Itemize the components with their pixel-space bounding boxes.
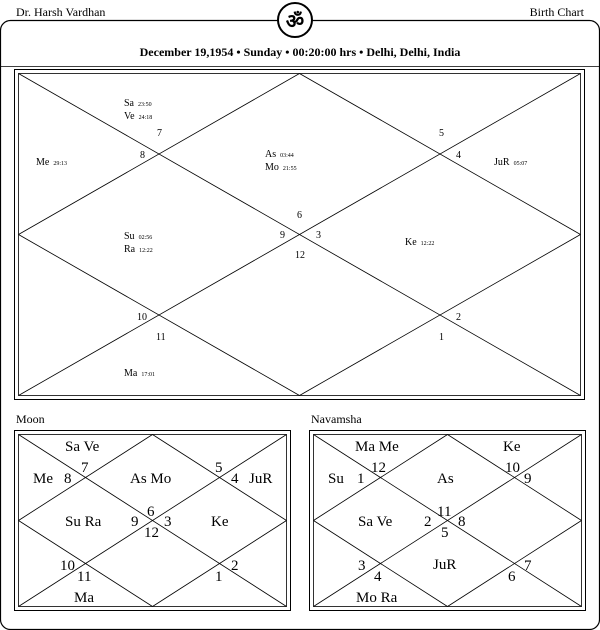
main-house-10: 10: [137, 312, 147, 323]
moon-house-6: 6: [147, 504, 155, 520]
moon-planets-su-ra: Su Ra: [65, 514, 102, 530]
main-house-11: 11: [156, 332, 166, 343]
navamsha-house-12: 12: [371, 460, 386, 476]
navamsha-house-8: 8: [458, 514, 466, 530]
main-house-1: 1: [439, 332, 444, 343]
main-house-3: 3: [316, 230, 321, 241]
moon-house-5: 5: [215, 460, 223, 476]
navamsha-planets-ma-me: Ma Me: [355, 439, 399, 455]
navamsha-planet-as: As: [437, 471, 454, 487]
main-planet-mo: Mo 21:55: [265, 162, 297, 173]
moon-planet-jur: JuR: [249, 471, 273, 487]
navamsha-house-7: 7: [524, 558, 532, 574]
navamsha-planets-sa-ve: Sa Ve: [358, 514, 393, 530]
main-house-12: 12: [295, 250, 305, 261]
main-house-7: 7: [157, 128, 162, 139]
moon-house-7: 7: [81, 460, 89, 476]
navamsha-planet-jur: JuR: [433, 557, 457, 573]
main-house-9: 9: [280, 230, 285, 241]
navamsha-planet-ke: Ke: [503, 439, 521, 455]
main-planet-jur: JuR 05:07: [494, 157, 528, 168]
moon-planets-sa-ve: Sa Ve: [65, 439, 100, 455]
moon-house-10: 10: [60, 558, 75, 574]
main-planet-me: Me 29:13: [36, 157, 68, 168]
outer-frame: [1, 21, 600, 630]
navamsha-house-5: 5: [441, 525, 449, 541]
moon-house-1: 1: [215, 569, 223, 585]
main-house-8: 8: [140, 150, 145, 161]
navamsha-house-2: 2: [424, 514, 432, 530]
main-chart-grid: [15, 70, 585, 400]
person-name: Dr. Harsh Vardhan: [16, 5, 106, 19]
chart-title: Birth Chart: [529, 5, 584, 19]
moon-chart-label: Moon: [16, 412, 45, 426]
moon-planets-as-mo: As Mo: [130, 471, 172, 487]
main-planet-sa: Sa 23:50: [124, 98, 152, 109]
navamsha-house-10: 10: [505, 460, 520, 476]
navamsha-planets-mo-ra: Mo Ra: [356, 590, 398, 606]
navamsha-house-1: 1: [357, 471, 365, 487]
main-house-6: 6: [297, 210, 302, 221]
moon-planet-ke: Ke: [211, 514, 229, 530]
moon-planet-me: Me: [33, 471, 53, 487]
moon-house-2: 2: [231, 558, 239, 574]
navamsha-chart-grid: [310, 431, 586, 611]
main-house-4: 4: [456, 150, 461, 161]
moon-house-8: 8: [64, 471, 72, 487]
navamsha-house-9: 9: [524, 471, 532, 487]
main-house-2: 2: [456, 312, 461, 323]
om-icon: ॐ: [277, 2, 313, 38]
main-planet-ra: Ra 12:22: [124, 244, 153, 255]
main-house-5: 5: [439, 128, 444, 139]
main-planet-ke: Ke 12:22: [405, 237, 435, 248]
main-planet-ve: Ve 24:18: [124, 111, 153, 122]
main-planet-su: Su 02:56: [124, 231, 153, 242]
moon-house-9: 9: [131, 514, 139, 530]
moon-planet-ma: Ma: [74, 590, 94, 606]
moon-chart-grid: [15, 431, 291, 611]
navamsha-house-4: 4: [374, 569, 382, 585]
moon-house-11: 11: [77, 569, 92, 585]
navamsha-house-11: 11: [437, 504, 452, 520]
moon-house-3: 3: [164, 514, 172, 530]
main-planet-ma: Ma 17:01: [124, 368, 156, 379]
navamsha-house-6: 6: [508, 569, 516, 585]
navamsha-planet-su: Su: [328, 471, 344, 487]
main-planet-as: As 03:44: [265, 149, 294, 160]
birth-details: December 19,1954 • Sunday • 00:20:00 hrs • Delhi, Delhi, India: [139, 45, 461, 59]
navamsha-house-3: 3: [358, 558, 366, 574]
moon-house-4: 4: [231, 471, 239, 487]
navamsha-chart-label: Navamsha: [311, 412, 362, 426]
moon-house-12: 12: [144, 525, 159, 541]
